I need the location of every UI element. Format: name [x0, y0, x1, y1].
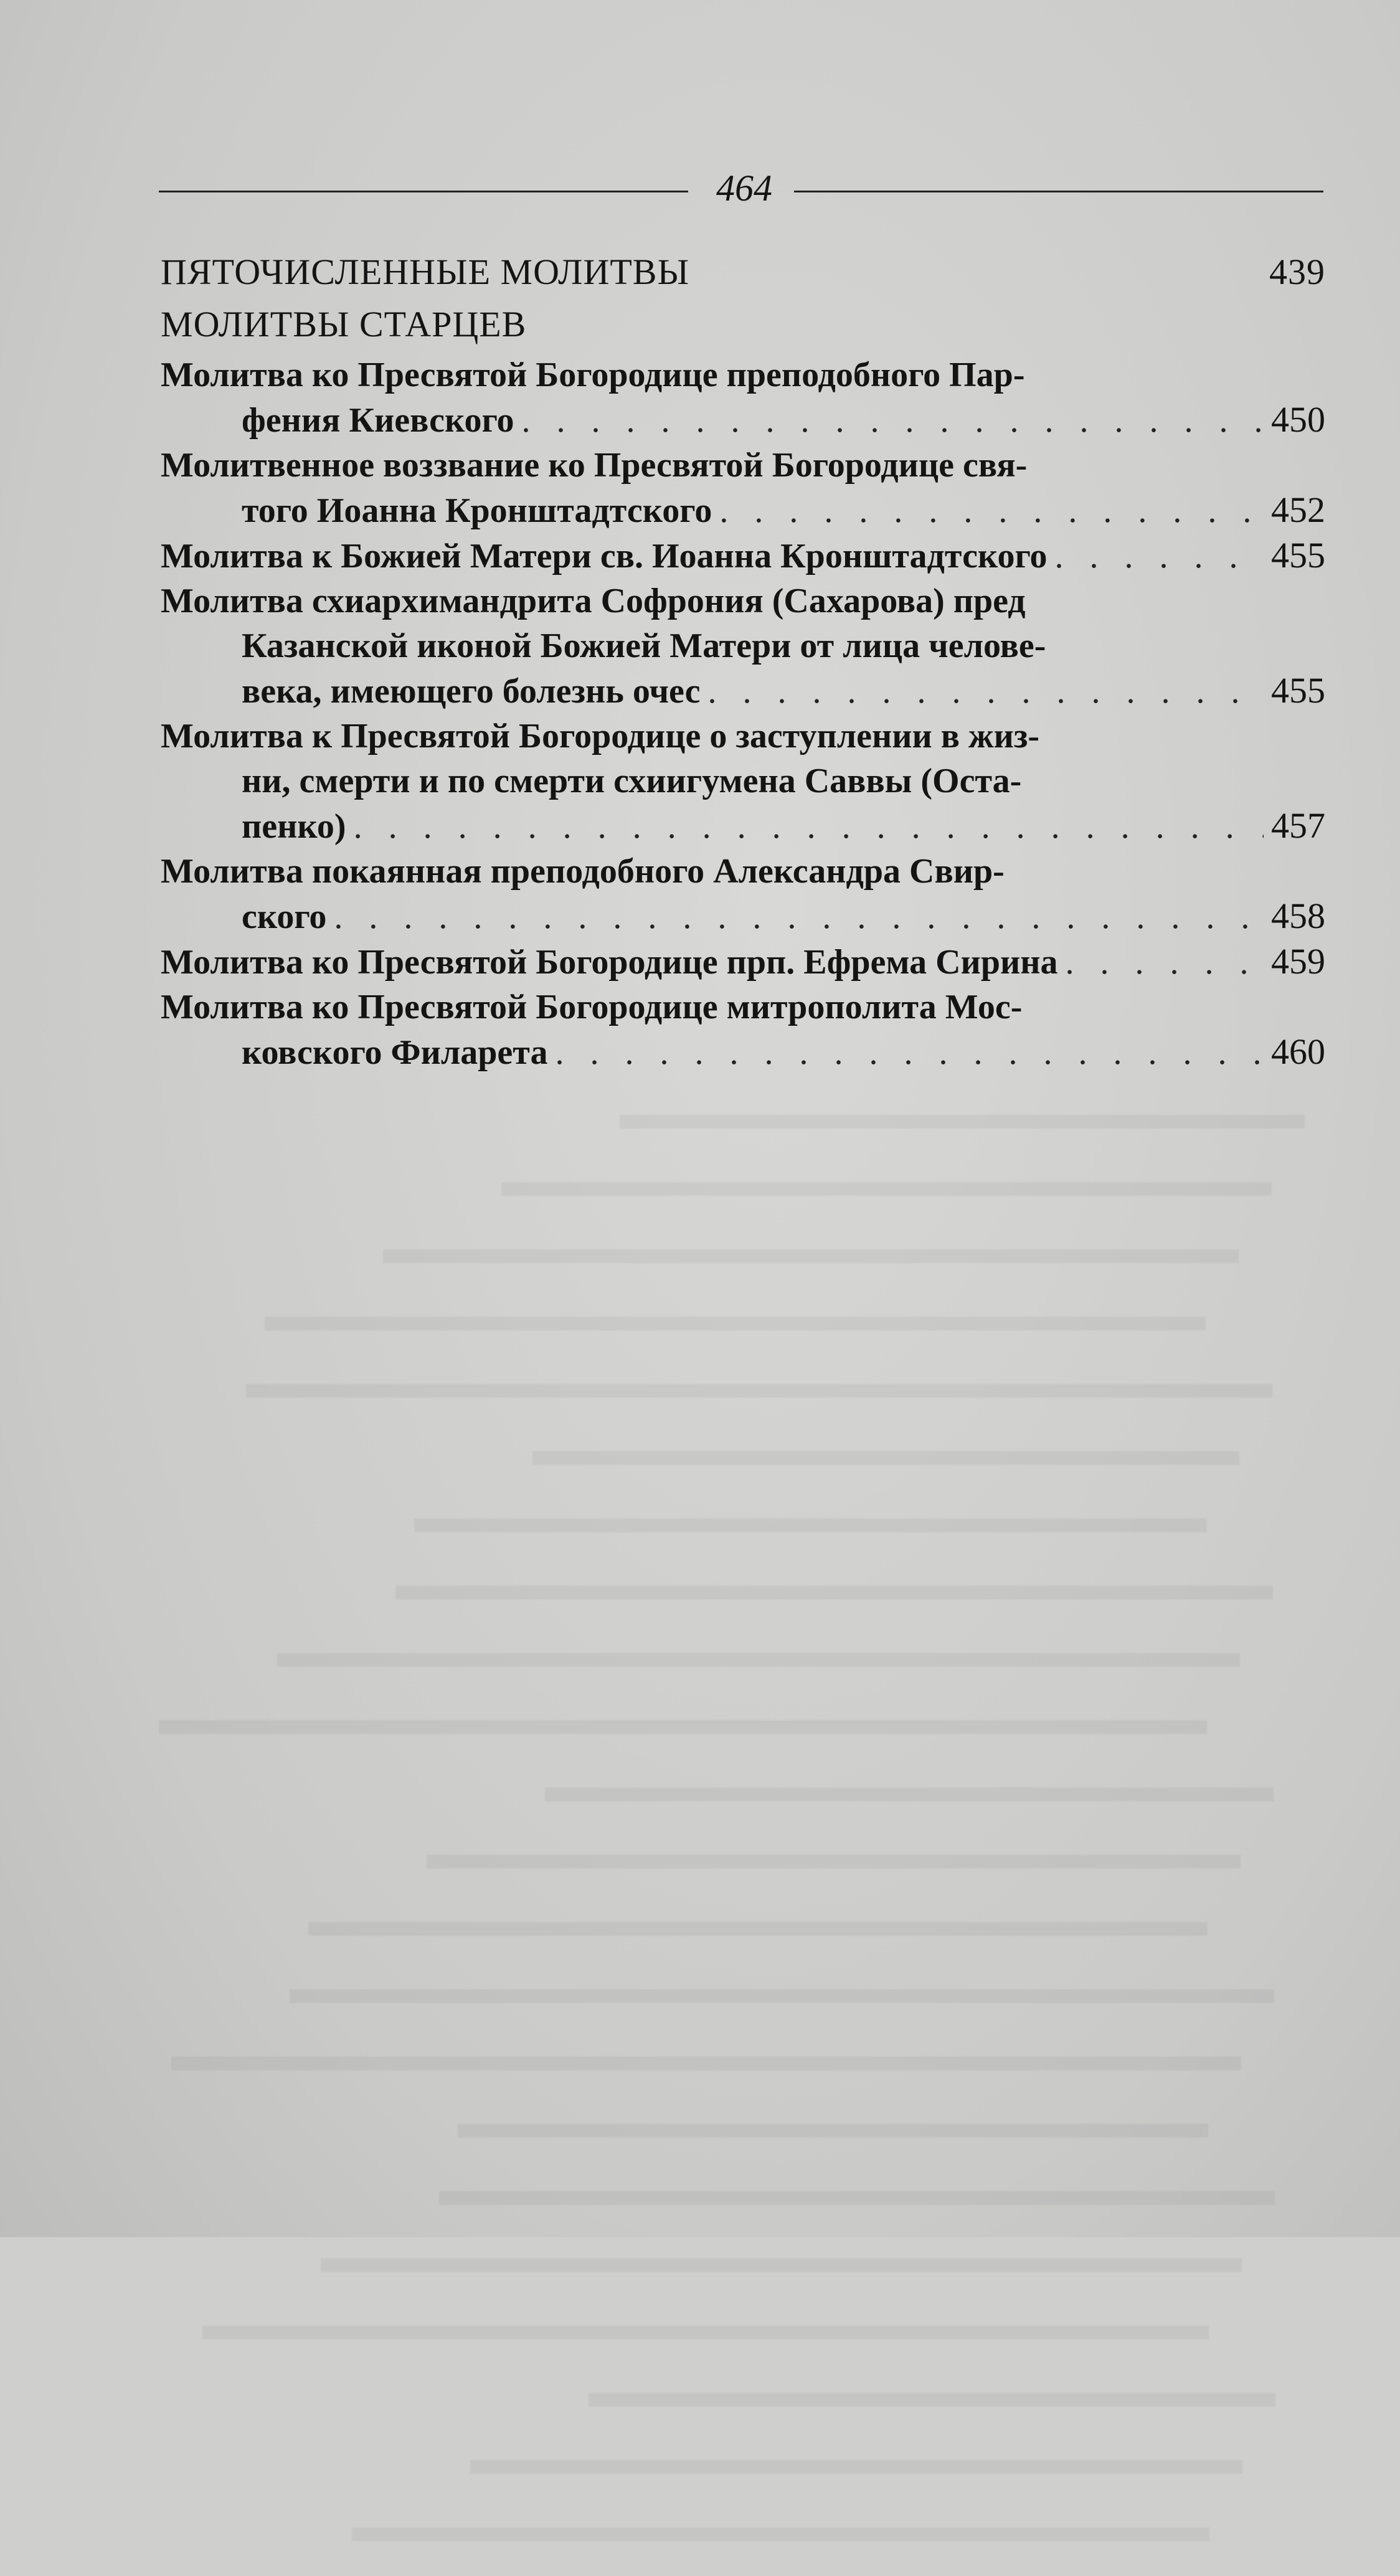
- toc-entry: [161, 353, 1325, 443]
- leader-dots: [719, 488, 1264, 533]
- section-title: МОЛИТВЫ СТАРЦЕВ: [161, 304, 527, 344]
- entry-line: Молитвенное воззвание ко Пресвятой Богородице свя-: [161, 446, 1028, 485]
- bleed-line: [159, 2460, 1305, 2509]
- entry-last-line: [161, 397, 1325, 443]
- bleed-line: [159, 2191, 1305, 2240]
- entry-line: ни, смерти и по смерти схиигумена Саввы (Оста-: [242, 762, 1022, 800]
- header-rule-right: [794, 191, 1323, 192]
- toc-entry: [161, 849, 1325, 939]
- entry-last-line: [161, 894, 1325, 939]
- section-heading: [161, 296, 1325, 353]
- entry-page: 458: [1271, 896, 1325, 936]
- bleed-line: [159, 1384, 1305, 1432]
- entry-page: 457: [1271, 805, 1325, 846]
- leader-dots: [522, 398, 1264, 443]
- bleed-line: [159, 2527, 1305, 2576]
- page-header: [159, 163, 1323, 213]
- entry-last-line: [161, 668, 1325, 714]
- leader-dots: [707, 669, 1264, 714]
- section-title: ПЯТОЧИСЛЕННЫЕ МОЛИТВЫ: [161, 252, 690, 292]
- leader-dots: [1066, 940, 1264, 985]
- bleed-line: [159, 1922, 1305, 1971]
- leader-dots: [354, 804, 1264, 849]
- entry-text: пенко): [242, 807, 346, 846]
- entry-text: того Иоанна Кронштадтского: [242, 491, 712, 530]
- entry-page: 459: [1271, 941, 1325, 982]
- toc-entry: [161, 939, 1325, 985]
- entry-text: Молитва ко Пресвятой Богородице прп. Ефрема Сирина: [161, 943, 1058, 982]
- leader-dots: [555, 1030, 1264, 1075]
- entry-last-line: [161, 803, 1325, 849]
- entry-page: 460: [1271, 1031, 1325, 1072]
- bleed-line: [159, 2326, 1305, 2374]
- entry-line: Молитва к Пресвятой Богородице о заступлении в жиз-: [161, 717, 1040, 755]
- entry-text: ковского Филарета: [242, 1033, 548, 1072]
- page-number: 464: [716, 168, 772, 209]
- toc-entry: [161, 443, 1325, 533]
- header-rule-left: [159, 191, 688, 192]
- table-of-contents: [161, 244, 1325, 1075]
- section-heading: [161, 244, 1325, 300]
- bleed-line: [159, 2057, 1305, 2105]
- bleed-line: [159, 2124, 1305, 2172]
- entry-page: 452: [1271, 490, 1325, 530]
- toc-entry: [161, 533, 1325, 579]
- bleed-line: [159, 1451, 1305, 1500]
- bleed-line: [159, 2258, 1305, 2307]
- bleed-line: [159, 1855, 1305, 1903]
- entry-line: Молитва покаянная преподобного Александра Свир-: [161, 852, 1005, 891]
- section-page: 439: [1269, 252, 1325, 292]
- entry-page: 455: [1271, 535, 1325, 575]
- entry-last-line: [161, 1030, 1325, 1075]
- bleed-line: [159, 1788, 1305, 1836]
- entry-page: 450: [1271, 399, 1325, 440]
- entry-last-line: [161, 939, 1325, 985]
- bleed-line: [159, 1249, 1305, 1298]
- leader-dots: [334, 894, 1264, 939]
- toc-entry: [161, 714, 1325, 849]
- bleed-line: [159, 1586, 1305, 1634]
- bleed-line: [159, 1317, 1305, 1365]
- entry-line: Казанской иконой Божией Матери от лица челове-: [242, 627, 1046, 665]
- entry-text: Молитва к Божией Матери св. Иоанна Кронштадтского: [161, 537, 1048, 575]
- bleed-line: [159, 1518, 1305, 1567]
- bleed-line: [159, 1182, 1305, 1231]
- entry-line: Молитва ко Пресвятой Богородице митрополита Мос-: [161, 988, 1023, 1026]
- bleed-line: [159, 1720, 1305, 1769]
- entry-line: Молитва ко Пресвятой Богородице преподобного Пар-: [161, 356, 1025, 394]
- toc-entry: [161, 985, 1325, 1075]
- bleed-through-texture: [159, 1096, 1305, 2576]
- entry-text: фения Киевского: [242, 401, 514, 440]
- toc-entry: [161, 579, 1325, 714]
- entry-last-line: [161, 488, 1325, 533]
- leader-dots: [1055, 534, 1264, 579]
- bleed-line: [159, 2393, 1305, 2441]
- bleed-line: [159, 1653, 1305, 1702]
- entry-last-line: [161, 533, 1325, 579]
- entry-page: 455: [1271, 670, 1325, 711]
- bleed-line: [159, 1115, 1305, 1163]
- entry-text: века, имеющего болезнь очес: [242, 672, 701, 711]
- entry-line: Молитва схиархимандрита Софрония (Сахарова) пред: [161, 582, 1026, 620]
- entry-text: ского: [242, 897, 327, 936]
- bleed-line: [159, 1989, 1305, 2038]
